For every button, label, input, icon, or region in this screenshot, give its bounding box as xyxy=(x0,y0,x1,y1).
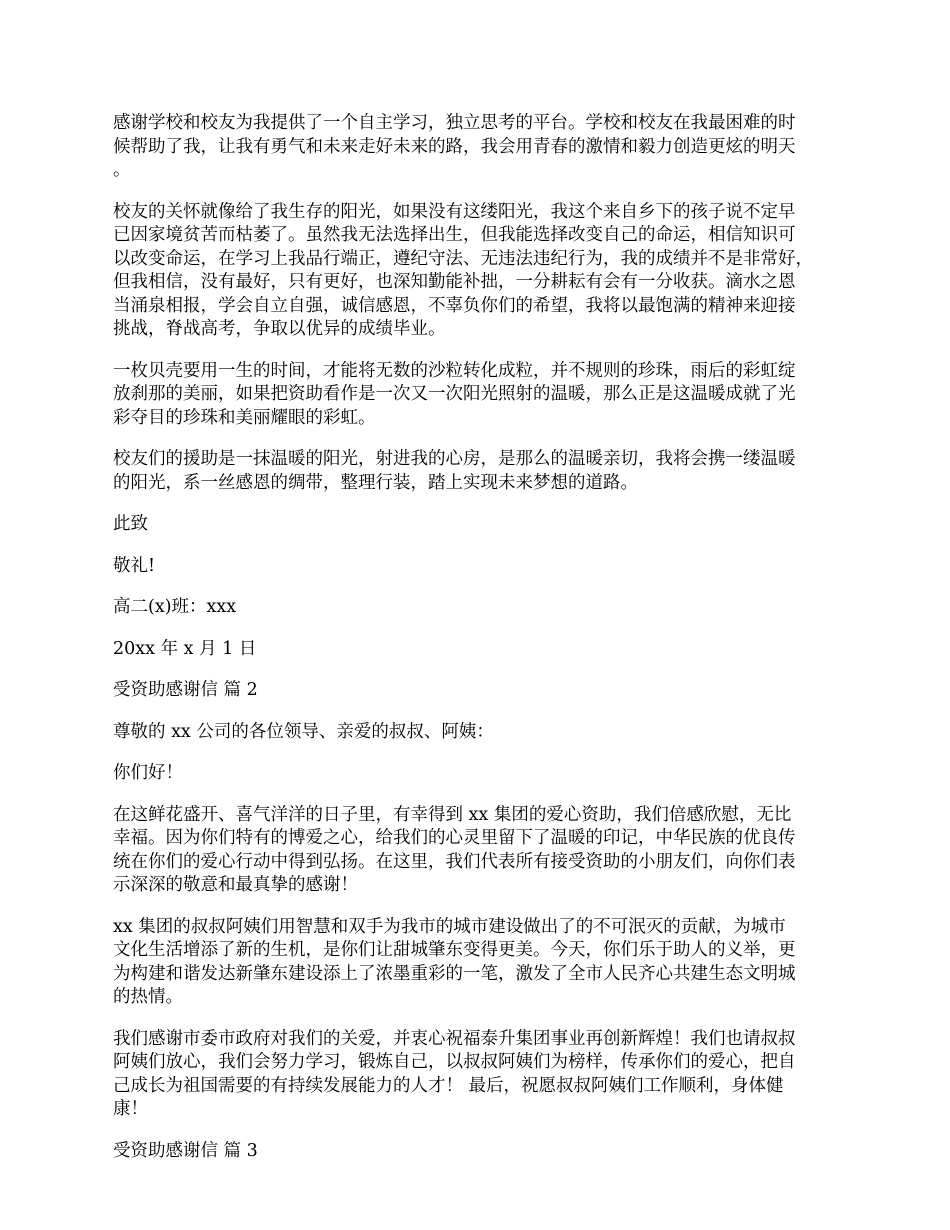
date xyxy=(113,638,847,662)
paragraph xyxy=(113,360,847,431)
text-line: 统在你们的爱心行动中得到弘扬。在这里，我们代表所有接受资助的小朋友们，向你们表 xyxy=(113,851,796,872)
text-line: 彩夺目的珍珠和美丽耀眼的彩虹。 xyxy=(113,407,376,428)
text-line: 校友的关怀就像给了我生存的阳光，如果没有这缕阳光，我这个来自乡下的孩子说不定早 xyxy=(113,201,796,222)
greeting xyxy=(113,762,847,786)
paragraph xyxy=(113,201,847,342)
text-line: xx 集团的叔叔阿姨们用智慧和双手为我市的城市建设做出了的不可泯灭的贡献，为城市 xyxy=(113,916,786,937)
paragraph xyxy=(113,448,847,495)
document-body xyxy=(113,112,847,1181)
text-line: 敬礼! xyxy=(113,555,156,576)
paragraph xyxy=(113,112,847,183)
text-line: 候帮助了我，让我有勇气和未来走好未来的路，我会用青春的激情和毅力创造更炫的明天 xyxy=(113,136,796,157)
text-line: 当涌泉相报，学会自立自强，诚信感恩，不辜负你们的希望，我将以最饱满的精神来迎接 xyxy=(113,295,796,316)
text-line: 受资助感谢信 篇 2 xyxy=(113,680,258,700)
section-title xyxy=(113,1140,847,1164)
section-title xyxy=(113,679,847,703)
text-line: 放刹那的美丽，如果把资助看作是一次又一次阳光照射的温暖，那么正是这温暖成就了光 xyxy=(113,384,796,404)
text-line: 在这鲜花盛开、喜气洋洋的日子里，有幸得到 xx 集团的爱心资助，我们倍感欣慰，无比 xyxy=(113,804,792,825)
text-line: 你们好！ xyxy=(113,763,183,783)
text-line: 我们感谢市委市政府对我们的关爱，并衷心祝福泰升集团事业再创新辉煌！我们也请叔叔 xyxy=(113,1028,796,1049)
text-line: 己成长为祖国需要的有持续发展能力的人才！ 最后，祝愿叔叔阿姨们工作顺利，身体健 xyxy=(113,1075,784,1096)
text-line: 一枚贝壳要用一生的时间，才能将无数的沙粒转化成粒，并不规则的珍珠，雨后的彩虹绽 xyxy=(113,360,796,381)
text-line: 校友们的援助是一抹温暖的阳光，射进我的心房，是那么的温暖亲切，我将会携一缕温暖 xyxy=(113,449,796,469)
text-line: 的阳光，系一丝感恩的绸带，整理行装，踏上实现未来梦想的道路。 xyxy=(113,472,638,493)
greeting xyxy=(113,721,847,745)
paragraph xyxy=(113,804,847,898)
closing-salutation xyxy=(113,513,847,537)
signature xyxy=(113,596,847,620)
text-line: 尊敬的 xx 公司的各位领导、亲爱的叔叔、阿姨： xyxy=(113,721,494,742)
text-line: 感谢学校和校友为我提供了一个自主学习，独立思考的平台。学校和校友在我最困难的时 xyxy=(113,113,796,133)
text-line: 。 xyxy=(113,160,131,180)
text-line: 为构建和谐发达新肇东建设添上了浓墨重彩的一笔，激发了全市人民齐心共建生态文明城 xyxy=(113,963,796,984)
text-line: 挑战，脊战高考，争取以优异的成绩毕业。 xyxy=(113,319,446,339)
text-line: 高二(x)班：xxx xyxy=(113,597,237,617)
paragraph xyxy=(113,1028,847,1122)
text-line: 阿姨们放心，我们会努力学习，锻炼自己，以叔叔阿姨们为榜样，传承你们的爱心，把自 xyxy=(113,1052,796,1072)
text-line: 幸福。因为你们特有的博爱之心，给我们的心灵里留下了温暖的印记，中华民族的优良传 xyxy=(113,828,796,848)
closing-regards xyxy=(113,555,847,579)
text-line: 20xx 年 x 月 1 日 xyxy=(113,638,257,659)
text-line: 以改变命运，在学习上我品行端正，遵纪守法、无违法违纪行为，我的成绩并不是非常好， xyxy=(113,248,813,269)
text-line: 文化生活增添了新的生机，是你们让甜城肇东变得更美。今天，你们乐于助人的义举，更 xyxy=(113,940,796,960)
text-line: 受资助感谢信 篇 3 xyxy=(113,1140,258,1161)
text-line: 的热情。 xyxy=(113,987,183,1007)
text-line: 示深深的敬意和最真挚的感谢！ xyxy=(113,875,358,895)
paragraph xyxy=(113,916,847,1010)
text-line: 但我相信，没有最好，只有更好，也深知勤能补拙，一分耕耘有会有一分收获。滴水之恩 xyxy=(113,272,796,292)
text-line: 已因家境贫苦而枯萎了。虽然我无法选择出生，但我能选择改变自己的命运，相信知识可 xyxy=(113,225,796,245)
text-line: 康！ xyxy=(113,1099,148,1119)
text-line: 此致 xyxy=(113,514,148,534)
